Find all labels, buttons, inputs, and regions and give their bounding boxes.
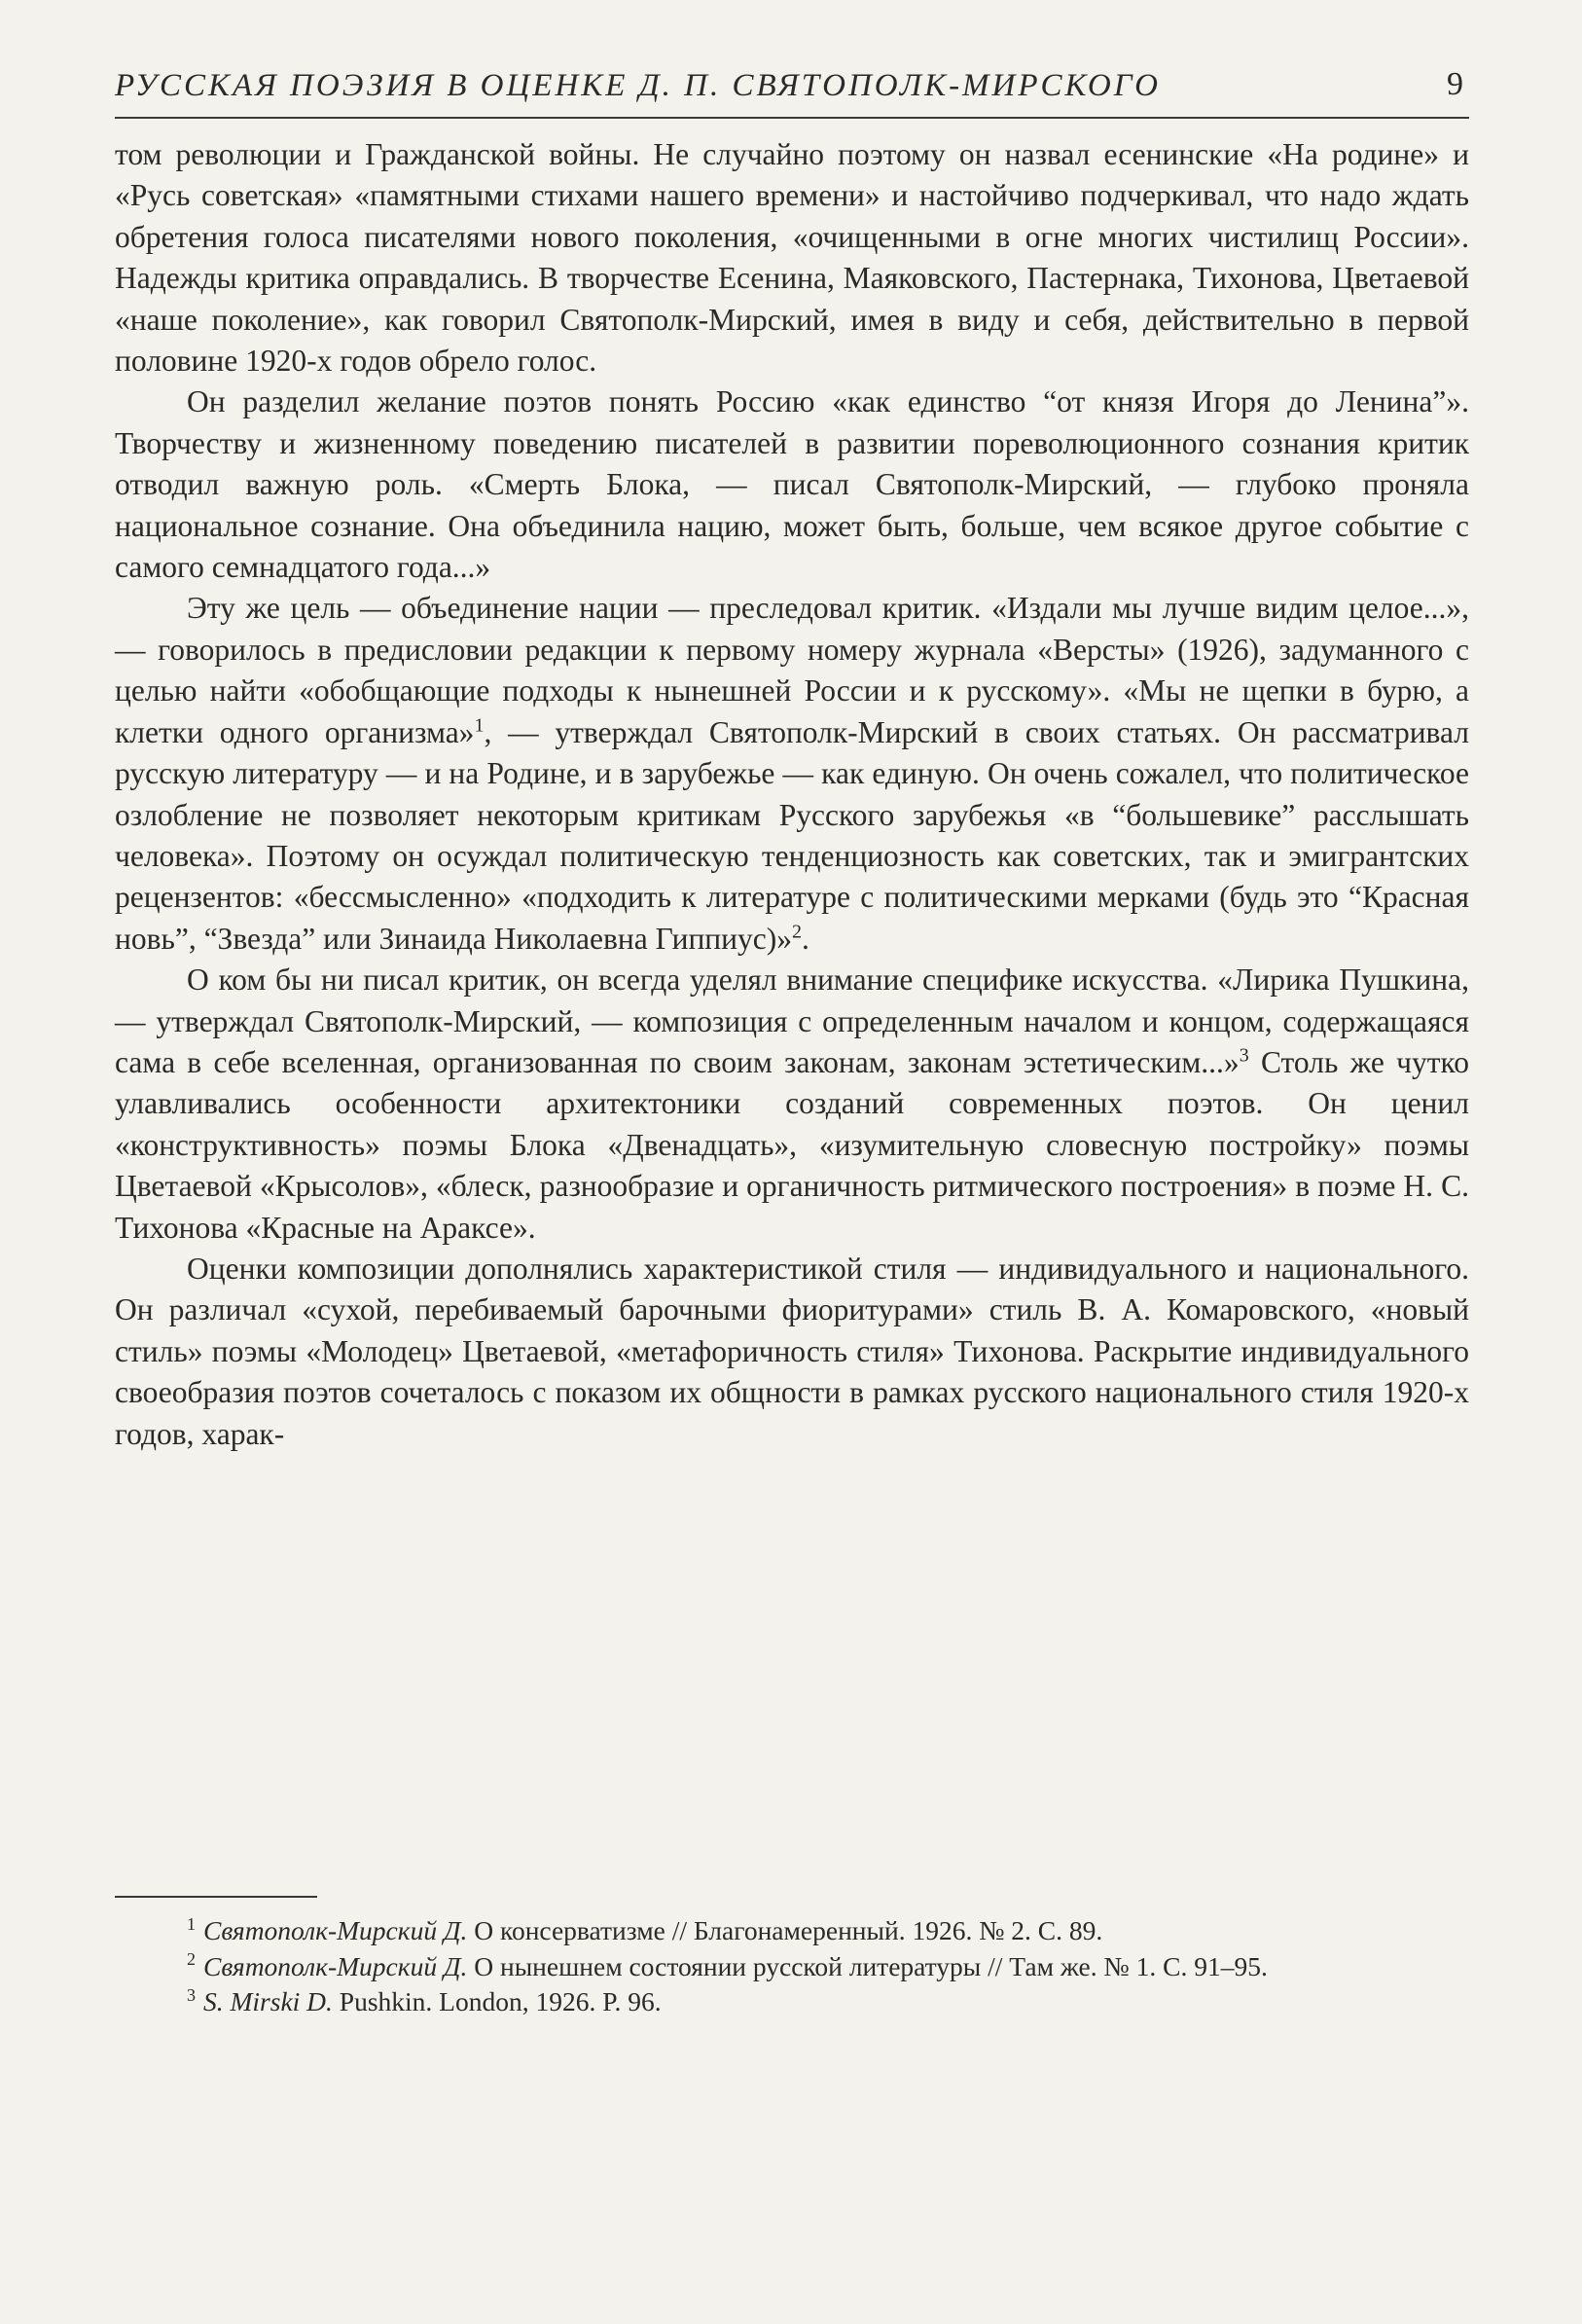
page-number: 9 (1447, 66, 1463, 102)
footnote-divider (115, 1896, 317, 1898)
paragraph-text: . (801, 921, 809, 956)
body-text (115, 134, 1469, 1455)
footnotes (115, 1913, 1469, 2020)
paragraph-text: Он разделил желание поэтов понять Россию «как единство “от князя Игоря до Ленина”». Творчеству и жизненному поведению писателей в развитии пореволюционного сознания критик отводил важную роль. «Смерть Блока, — писал Святополк-Мирский, — глубоко проняла национальное сознание. Она объединила нацию, может быть, больше, чем всякое другое событие с самого семнадцатого года...» (115, 384, 1469, 585)
footnote-text: О консерватизме // Благонамеренный. 1926. № 2. С. 89. (467, 1915, 1103, 1945)
paragraph-text: Столь же чутко улавливались особенности архитектоники созданий современных поэтов. Он ценил «конструктивность» поэмы Блока «Двенадцать», «изумительную словесную постройку» поэмы Цветаевой «Крысолов», «блеск, разнообразие и органичность ритмического построения» в поэме Н. С. Тихонова «Красные на Араксе». (115, 1044, 1469, 1245)
footnote-number: 3 (187, 1984, 196, 2005)
paragraph-text: , — утверждал Святополк-Мирский в своих статьях. Он рассматривал русскую литературу — и на Родине, и в зарубежье — как единую. Он очень сожалел, что политическое озлобление не позволяет некоторым критикам Русского зарубежья «в “большевике” расслышать человека». Поэтому он осуждал политическую тенденциозность как советских, так и эмигрантских рецензентов: «бессмысленно» «подходить к литературе с политическими мерками (будь это “Красная новь”, “Звезда” или Зинаида Николаевна Гиппиус)» (115, 714, 1469, 956)
paragraph-2 (115, 381, 1469, 588)
paragraph-5 (115, 1249, 1469, 1455)
paragraph-4 (115, 960, 1469, 1249)
footnote-author: S. Mirski D. (203, 1986, 333, 2016)
footnote-ref-2[interactable]: 2 (791, 921, 802, 943)
footnote-number: 2 (187, 1949, 196, 1970)
paragraph-text: О ком бы ни писал критик, он всегда уделял внимание специфике искусства. «Лирика Пушкина, — утверждал Святополк-Мирский, — композиция с определенным началом и концом, содержащаяся сама в себе вселенная, организованная по своим законам, законам эстетическим...» (115, 962, 1469, 1079)
footnote-text: О нынешнем состоянии русской литературы // Там же. № 1. С. 91–95. (467, 1950, 1268, 1981)
running-title: РУССКАЯ ПОЭЗИЯ В ОЦЕНКЕ Д. П. СВЯТОПОЛК-МИРСКОГО (115, 68, 1161, 103)
paragraph-text: том революции и Гражданской войны. Не случайно поэтому он назвал есенинские «На родине» и «Русь советская» «памятными стихами нашего времени» и настойчиво подчеркивал, что надо ждать обретения голоса писателями нового поколения, «очищенными в огне многих чистилищ России». Надежды критика оправдались. В творчестве Есенина, Маяковского, Пастернака, Тихонова, Цветаевой «наше поколение», как говорил Святополк-Мирский, имея в виду и себя, действительно в первой половине 1920-х годов обрело голос. (115, 137, 1469, 379)
footnote-2 (115, 1949, 1469, 1985)
footnote-author: Святополк-Мирский Д. (203, 1950, 468, 1981)
paragraph-text: Эту же цель — объединение нации — преследовал критик. «Издали мы лучше видим целое...», — говорилось в предисловии редакции к первому номеру журнала «Версты» (1926), задуманного с целью найти «обобщающие подходы к нынешней России и к русскому». «Мы не щепки в бурю, а клетки одного организма» (115, 591, 1469, 749)
paragraph-text: Оценки композиции дополнялись характеристикой стиля — индивидуального и национального. Он различал «сухой, перебиваемый барочными фиоритурами» стиль В. А. Комаровского, «новый стиль» поэмы «Молодец» Цветаевой, «метафоричность стиля» Тихонова. Раскрытие индивидуального своеобразия поэтов сочеталось с показом их общности в рамках русского национального стиля 1920-х годов, харак- (115, 1251, 1469, 1451)
paragraph-1 (115, 134, 1469, 381)
footnote-ref-3[interactable]: 3 (1239, 1044, 1249, 1067)
footnote-text: Pushkin. London, 1926. P. 96. (332, 1986, 662, 2016)
footnote-number: 1 (187, 1913, 196, 1934)
paragraph-3 (115, 588, 1469, 960)
running-head (115, 60, 1469, 119)
footnote-author: Святополк-Мирский Д. (203, 1915, 468, 1945)
footnote-ref-1[interactable]: 1 (474, 714, 485, 737)
footnote-1 (115, 1913, 1469, 1949)
footnote-3 (115, 1984, 1469, 2020)
